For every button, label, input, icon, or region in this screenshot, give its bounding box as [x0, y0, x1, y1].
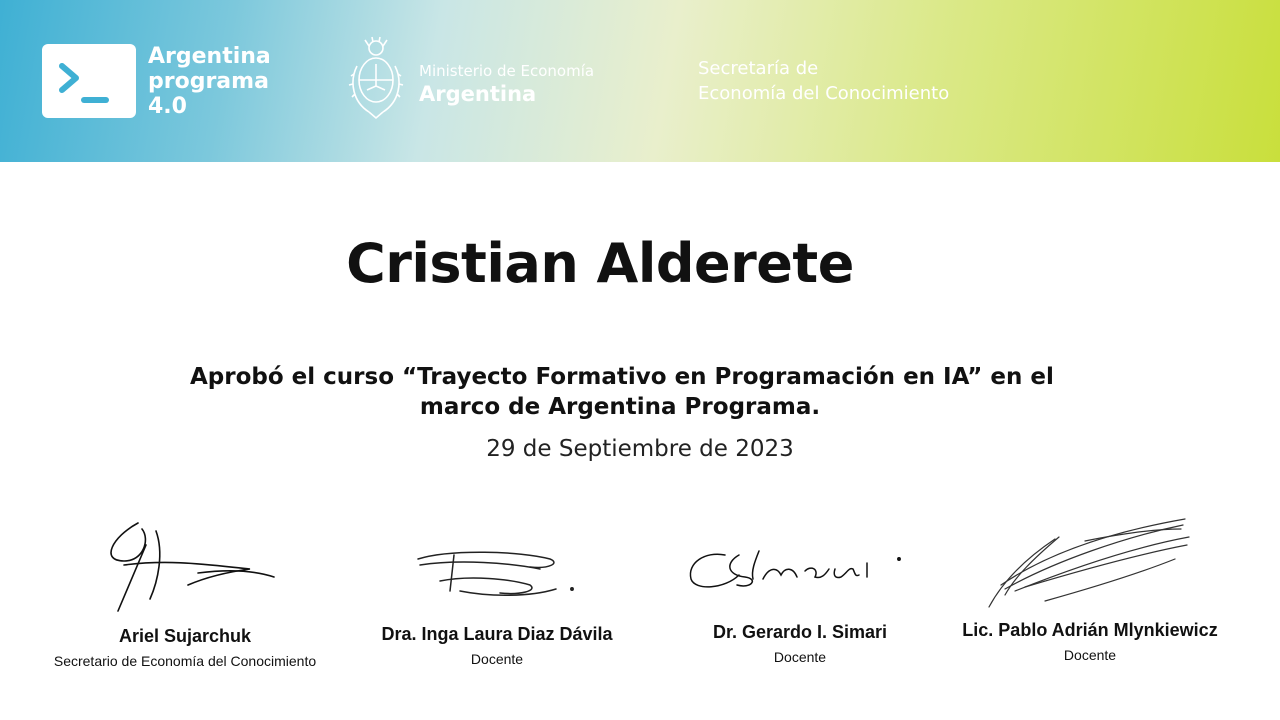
signatory-role: Docente — [773, 649, 827, 665]
signature-pablo-mlynkiewicz — [985, 515, 1195, 615]
signatory-block — [35, 626, 335, 669]
header-banner — [0, 0, 1280, 162]
terminal-prompt-icon — [42, 44, 136, 118]
program-name — [148, 44, 271, 119]
secretariat-name — [698, 56, 949, 106]
description-line: marco de Argentina Programa. — [419, 394, 821, 420]
signatory-name: Dra. Inga Laura Diaz Dávila — [381, 624, 613, 644]
ministry-line2: Argentina — [419, 82, 537, 106]
signatory-name: Dr. Gerardo I. Simari — [712, 622, 888, 642]
signatory-role: Docente — [1063, 647, 1117, 663]
signatory-role: Secretario de Economía del Conocimiento — [53, 653, 317, 669]
certificate-date: 29 de Septiembre de 2023 — [486, 436, 794, 462]
program-name-line: Argentina — [148, 44, 271, 69]
argentina-coat-of-arms-icon — [347, 36, 405, 122]
signatory-name: Ariel Sujarchuk — [118, 626, 252, 646]
secretariat-line2: Economía del Conocimiento — [698, 83, 950, 104]
ministry-line1: Ministerio de Economía — [419, 62, 595, 80]
program-name-line: programa — [148, 69, 269, 94]
signatory-block — [362, 624, 632, 667]
secretariat-line1: Secretaría de — [698, 58, 819, 79]
signatory-role: Docente — [470, 651, 524, 667]
description-line: Aprobó el curso “Trayecto Formativo en Programación en IA” en el — [190, 364, 1054, 390]
program-name-line: 4.0 — [148, 94, 187, 119]
course-description — [190, 362, 1054, 422]
signatory-block — [690, 622, 910, 665]
signature-gerardo-simari — [685, 545, 905, 595]
signatory-name: Lic. Pablo Adrián Mlynkiewicz — [962, 620, 1218, 640]
signatory-block — [935, 620, 1245, 663]
ministry-name — [419, 61, 594, 107]
recipient-name: Cristian Alderete — [346, 232, 854, 295]
signature-inga-diaz-davila — [410, 545, 580, 605]
signature-ariel-sujarchuk — [90, 515, 290, 620]
